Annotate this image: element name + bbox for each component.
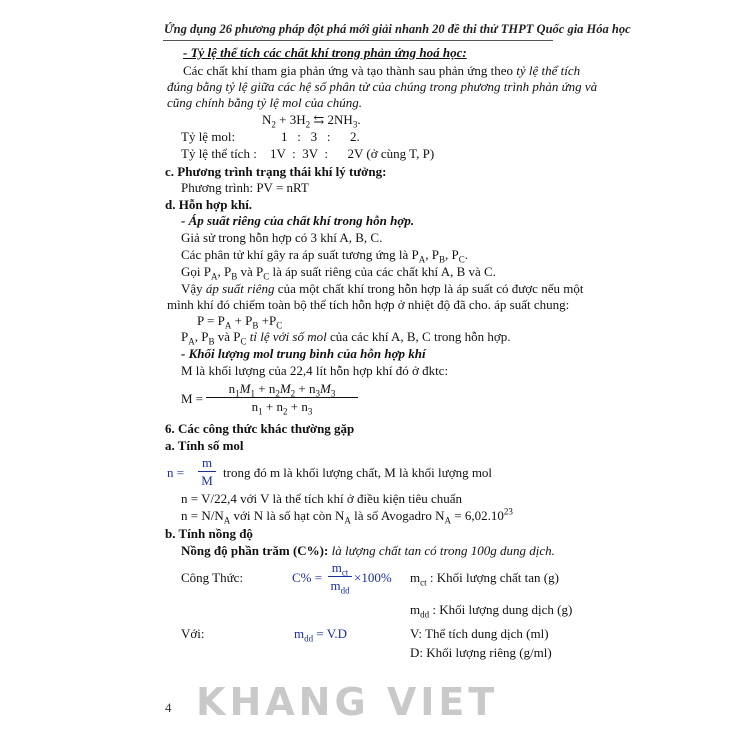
mol-ratio-label: Tỷ lệ mol: xyxy=(181,129,236,144)
percent-formula-times: ×100% xyxy=(354,570,392,585)
publisher-watermark: KHANG VIET xyxy=(196,680,499,724)
mol-calc-heading: a. Tính số mol xyxy=(165,438,244,453)
ideal-gas-equation: Phương trình: PV = nRT xyxy=(181,180,309,195)
gas-mixture-heading: d. Hỗn hợp khí. xyxy=(165,197,253,212)
mixture-line-1: Giả sử trong hỗn hợp có 3 khí A, B, C. xyxy=(181,230,383,245)
mct-description: $m_{ct}$ : Khối lượng chất tan (g) xyxy=(410,570,559,588)
volume-description: V: Thể tích dung dịch (ml) xyxy=(410,626,549,641)
partial-pressure-heading: - Áp suất riêng của chất khí trong hỗn hợp. xyxy=(181,213,415,228)
volume-ratio-text-3: cũng chính bằng tỷ lệ mol của chúng. xyxy=(167,95,362,110)
formulas-heading: 6. Các công thức khác thường gặp xyxy=(165,421,355,436)
volume-ratio-text-1: Các chất khí tham gia phản ứng và tạo thành sau phản ứng theo tỷ lệ thể tích xyxy=(183,63,581,78)
header-divider xyxy=(163,40,553,41)
volume-ratio-label: Tỷ lệ thể tích : xyxy=(181,146,257,161)
page-number: 4 xyxy=(165,700,172,715)
mol-formula-lhs: n = xyxy=(167,465,185,480)
mixture-line-3: Gọi $P_A$, $P_B$ và $P_C$ là áp suất riêng của các chất khí A, B và C. xyxy=(181,264,496,282)
with-label: Với: xyxy=(181,626,205,641)
mol-formula-fraction: m M xyxy=(198,455,216,488)
molar-mass-lhs: M = xyxy=(181,391,204,406)
mol-avogadro-line: $n = N/N_A$ với N là số hạt còn $N_A$ là số Avogadro $N_A = 6,02.10^{23}$ xyxy=(181,506,513,526)
concentration-heading: b. Tính nồng độ xyxy=(165,526,253,541)
mixture-line-4: Vậy áp suất riêng của một chất khí trong hỗn hợp là áp suất có được nếu một xyxy=(181,281,584,296)
mol-formula-desc: trong đó m là khối lượng chất, M là khối lượng mol xyxy=(223,465,493,480)
mol-ratio-values: 1 : 3 : 2. xyxy=(281,129,360,144)
molar-mass-heading: - Khối lượng mol trung bình của hỗn hợp khí xyxy=(181,346,426,361)
mixture-line-7: $P_A$, $P_B$ và $P_C$ tỉ lệ với số mol của các khí A, B, C trong hỗn hợp. xyxy=(181,329,511,347)
mixture-line-2: Các phân tử khí gây ra áp suất tương ứng là $P_A$, $P_B$, $P_C$. xyxy=(181,247,469,265)
volume-ratio-values: 1V : 3V : 2V (ở cùng T, P) xyxy=(270,146,435,161)
molar-mass-text: M là khối lượng của 22,4 lít hỗn hợp khí đó ở đktc: xyxy=(181,363,449,378)
mdd-equation: $m_{dd} = V.D$ xyxy=(294,626,348,644)
formula-label: Công Thức: xyxy=(181,570,244,585)
molar-mass-fraction: $n_1M_1 + n_2M_2 + n_3M_3$ $n_1 + n_2 + n_3$ xyxy=(206,381,358,414)
mol-volume-line: n = V/22,4 với V là thể tích khí ở điều kiện tiêu chuẩn xyxy=(181,491,463,506)
mixture-line-5: mình khí đó chiếm toàn bộ thể tích hỗn hợp ở nhiệt độ đã cho. áp suất chung: xyxy=(167,297,570,312)
percent-concentration-def: Nồng độ phần trăm (C%): là lượng chất tan có trong 100g dung dịch. xyxy=(181,543,555,558)
total-pressure-equation: $P = P_A + P_B +P_C$ xyxy=(197,313,283,331)
percent-formula-lhs: C% = xyxy=(292,570,323,585)
mdd-description: $m_{dd}$ : Khối lượng dung dịch (g) xyxy=(410,602,573,620)
percent-formula-fraction: $m_{ct}$ $m_{dd}$ xyxy=(328,560,352,593)
density-description: D: Khối lượng riêng (g/ml) xyxy=(410,645,552,660)
volume-ratio-text-2: đúng bằng tỷ lệ giữa các hệ số phân tử của chúng trong phương trình phản ứng và xyxy=(167,79,598,94)
running-header: Ứng dụng 26 phương pháp đột phá mới giải nhanh 20 đề thi thử THPT Quốc gia Hóa học xyxy=(164,22,631,36)
reaction-equation: $N_2 + 3H_2$ ⇆ $2NH_3$. xyxy=(262,112,361,130)
ideal-gas-heading: c. Phương trình trạng thái khí lý tưởng: xyxy=(165,164,387,179)
volume-ratio-heading: - Tỷ lệ thể tích các chất khí trong phản ứng hoá học: xyxy=(183,45,467,60)
